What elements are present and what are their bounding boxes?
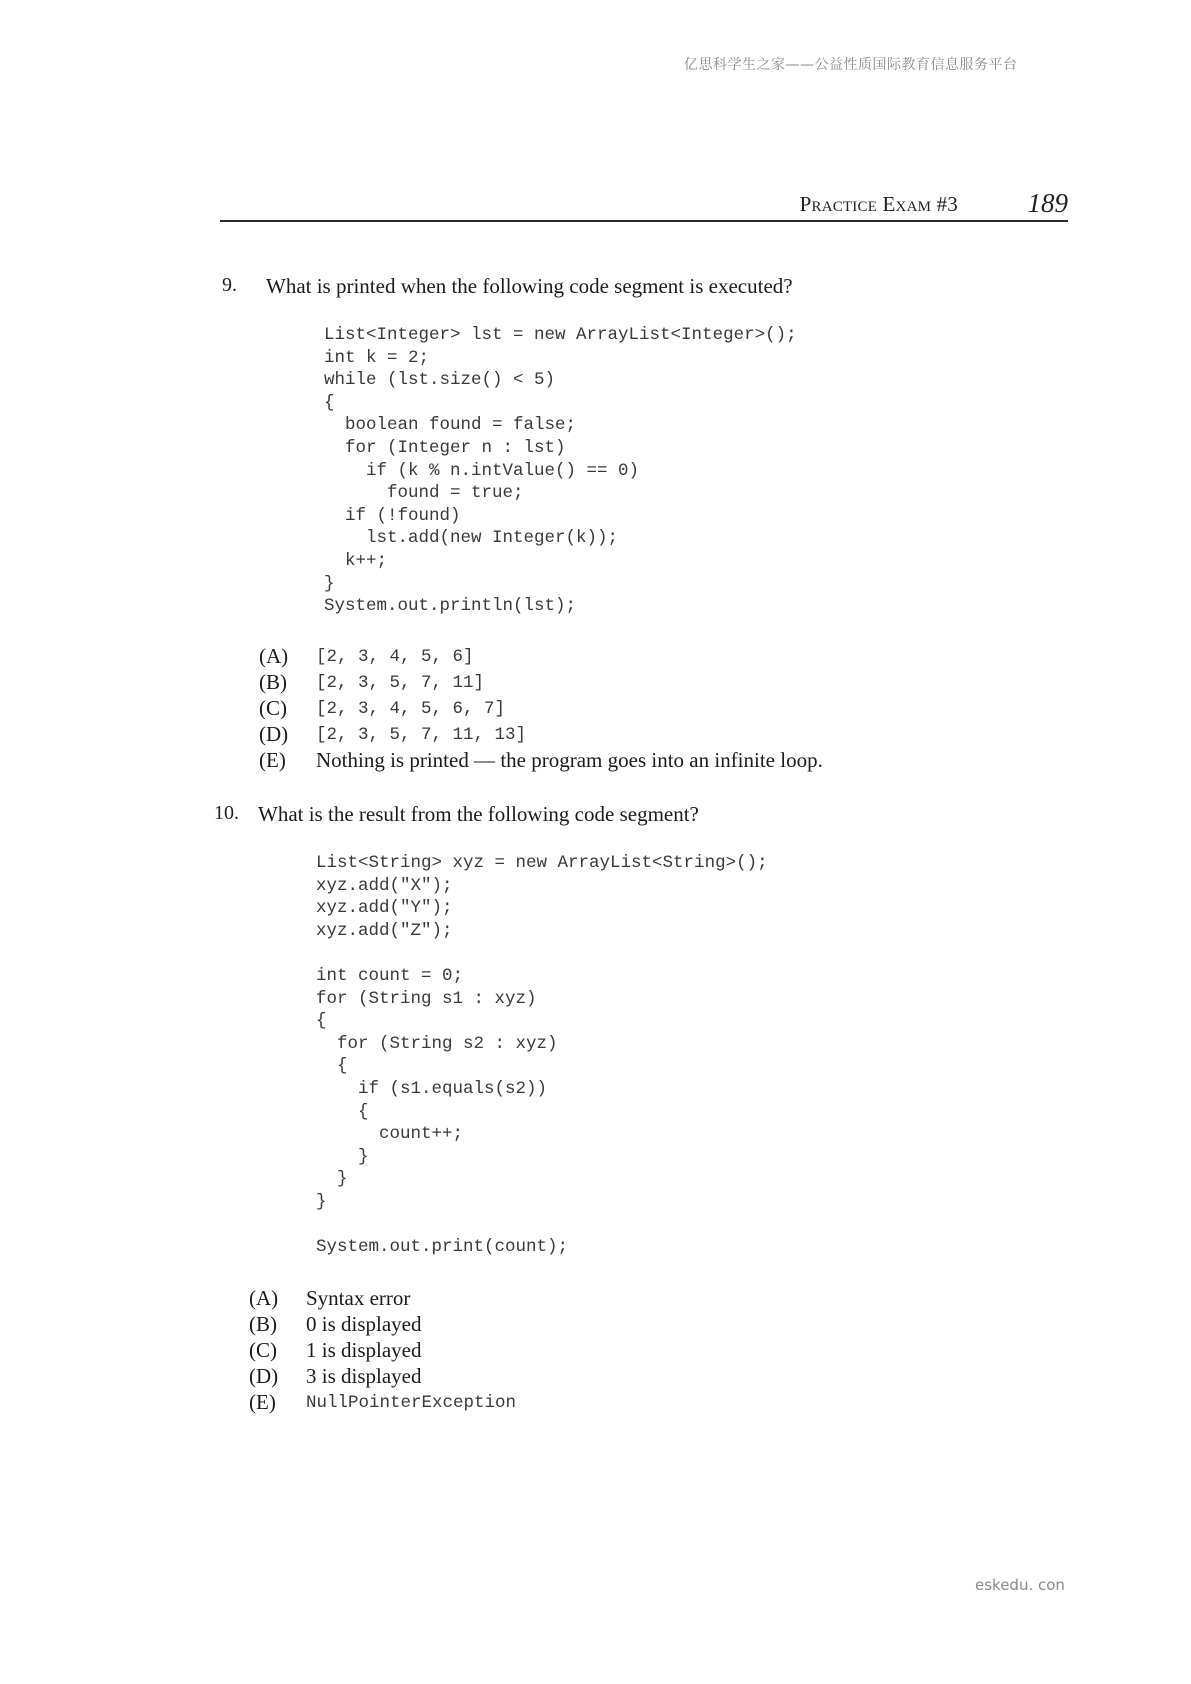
code-block: List<Integer> lst = new ArrayList<Integer>(); int k = 2; while (lst.size() < 5) { boolean found = false; for (Integer n : lst) if (k % n.intValue() == 0) found = true; if (!found) lst.add(new Integer(k)); k++; } System.out.println(lst); xyxy=(324,325,797,617)
footer-site-text: eskedu. con xyxy=(975,1576,1065,1594)
choice-letter: (D) xyxy=(259,722,289,746)
choice-text: 0 is displayed xyxy=(306,1312,422,1336)
choice-text: [2, 3, 5, 7, 11] xyxy=(316,673,485,693)
question-number: 9. xyxy=(222,274,237,296)
choice-text: Nothing is printed — the program goes into an infinite loop. xyxy=(316,748,823,772)
choice-letter: (D) xyxy=(249,1364,279,1388)
choice-letter: (E) xyxy=(259,748,286,772)
header-rule xyxy=(220,220,1068,222)
question-prompt: What is the result from the following code segment? xyxy=(258,802,699,826)
page-number: 189 xyxy=(1027,188,1068,218)
choice-letter: (C) xyxy=(249,1338,277,1362)
choice-text: 3 is displayed xyxy=(306,1364,422,1388)
choice-letter: (A) xyxy=(259,644,289,668)
choice-letter: (B) xyxy=(259,670,287,694)
choice-text: [2, 3, 5, 7, 11, 13] xyxy=(316,725,527,745)
choice-text: Syntax error xyxy=(306,1286,411,1310)
watermark-text: 亿思科学生之家——公益性质国际教育信息服务平台 xyxy=(684,57,1018,73)
question-prompt: What is printed when the following code segment is executed? xyxy=(266,274,793,298)
page-header xyxy=(220,190,1068,226)
choice-letter: (C) xyxy=(259,696,287,720)
choice-letter: (A) xyxy=(249,1286,279,1310)
choice-letter: (E) xyxy=(249,1390,276,1414)
choice-text: [2, 3, 4, 5, 6, 7] xyxy=(316,699,506,719)
code-block: List<String> xyz = new ArrayList<String>(); xyz.add("X"); xyz.add("Y"); xyz.add("Z"); int count = 0; for (String s1 : xyz) { for (String s2 : xyz) { if (s1.equals(s2)) { count++; } } } System.out.print(count); xyxy=(316,853,768,1258)
choice-text: 1 is displayed xyxy=(306,1338,422,1362)
choice-text: NullPointerException xyxy=(306,1393,517,1413)
choice-text: [2, 3, 4, 5, 6] xyxy=(316,647,474,667)
question-number: 10. xyxy=(214,802,239,824)
running-title: Practice Exam #3 xyxy=(799,192,958,216)
choice-letter: (B) xyxy=(249,1312,277,1336)
